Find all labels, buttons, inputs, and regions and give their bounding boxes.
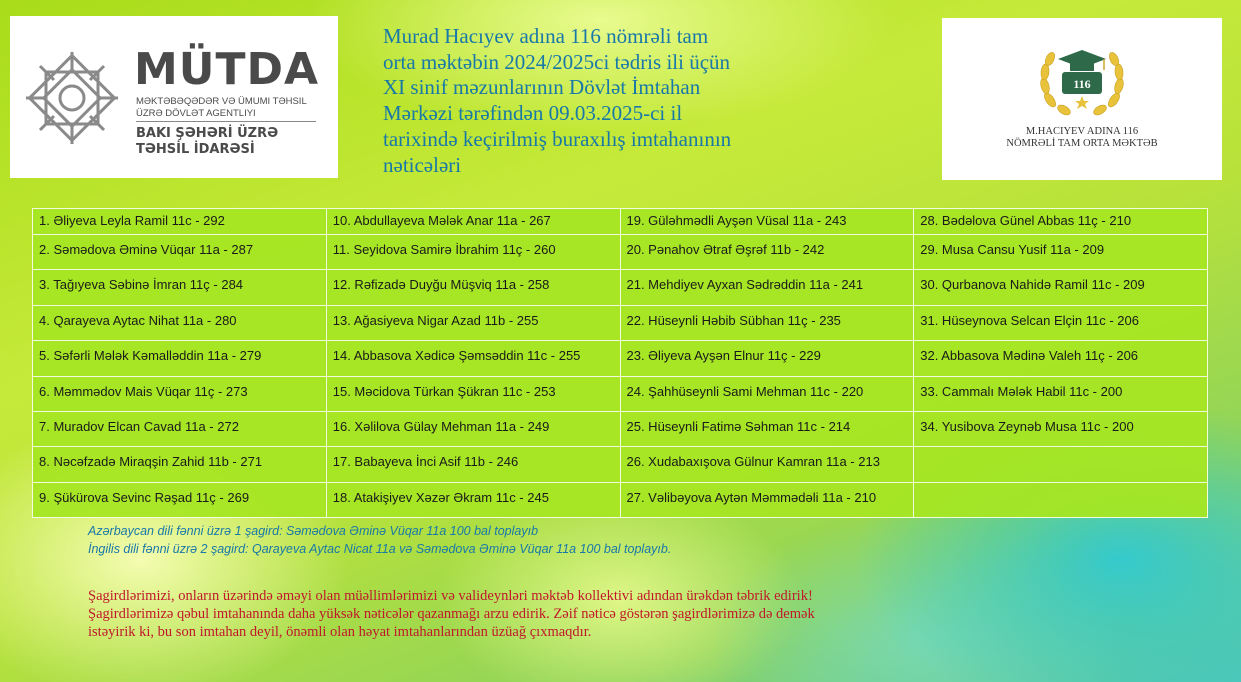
table-cell: 17. Babayeva İnci Asif 11b - 246: [326, 447, 620, 482]
table-cell: 13. Ağasiyeva Nigar Azad 11b - 255: [326, 305, 620, 340]
table-cell: 5. Səfərli Mələk Kəmalləddin 11a - 279: [33, 341, 327, 376]
results-table: [32, 208, 1208, 518]
table-cell: 11. Seyidova Samirə İbrahim 11ç - 260: [326, 235, 620, 270]
congrats-line-2: Şagirdlərimizə qəbul imtahanında daha yüksək nəticələr qazanmağı arzu edirik. Zəif nəticə göstərən şagirdlərimizə də demək: [88, 606, 815, 622]
table-cell: [914, 447, 1208, 482]
mutda-subtitle-line-1: MƏKTƏBƏQƏDƏR VƏ ÜMUMI TƏHSIL: [136, 96, 307, 107]
table-cell: 1. Əliyeva Leyla Ramil 11c - 292: [33, 209, 327, 235]
table-cell: 6. Məmmədov Mais Vüqar 11ç - 273: [33, 376, 327, 411]
school-caption-line-2: NÖMRƏLİ TAM ORTA MƏKTƏB: [1006, 138, 1158, 149]
table-row: [33, 376, 1208, 411]
note-azerbaijani: Azərbaycan dili fənni üzrə 1 şagird: Səmədova Əminə Vüqar 11a 100 bal toplayıb: [88, 524, 539, 538]
school-caption: [942, 126, 1222, 150]
table-cell: 18. Atakişiyev Xəzər Əkram 11c - 245: [326, 482, 620, 517]
note-english: İngilis dili fənni üzrə 2 şagird: Qarayeva Aytac Nicat 11a və Səmədova Əminə Vüqar 11a 100 bal toplayıb.: [88, 542, 672, 556]
mutda-city-line-2: TƏHSİL İDARƏSİ: [136, 142, 255, 157]
table-cell: 8. Nəcəfzadə Miraqşin Zahid 11b - 271: [33, 447, 327, 482]
table-cell: 32. Abbasova Mədinə Valeh 11ç - 206: [914, 341, 1208, 376]
laurel-graduation-cap-icon: [1036, 40, 1128, 124]
table-cell: 28. Bədəlova Günel Abbas 11ç - 210: [914, 209, 1208, 235]
congratulations-text: [88, 587, 1088, 641]
table-cell: 3. Tağıyeva Səbinə İmran 11ç - 284: [33, 270, 327, 305]
table-row: [33, 341, 1208, 376]
table-cell: 27. Vəlibəyova Aytən Məmmədəli 11a - 210: [620, 482, 914, 517]
school-caption-line-1: M.HACIYEV ADINA 116: [1025, 126, 1139, 137]
table-cell: 31. Hüseynova Selcan Elçin 11c - 206: [914, 305, 1208, 340]
table-cell: 14. Abbasova Xədicə Şəmsəddin 11c - 255: [326, 341, 620, 376]
title-line-1: Murad Hacıyev adına 116 nömrəli tam: [383, 24, 709, 48]
mutda-title: MÜTDA: [134, 44, 320, 95]
title-line-5: tarixində keçirilmiş buraxılış imtahanının: [383, 126, 732, 151]
mutda-logo: [10, 16, 338, 178]
table-cell: 29. Musa Cansu Yusif 11a - 209: [914, 235, 1208, 270]
table-cell: 25. Hüseynli Fatimə Səhman 11c - 214: [620, 411, 914, 446]
table-cell: 9. Şükürova Sevinc Rəşad 11ç - 269: [33, 482, 327, 517]
congrats-line-3: istəyirik ki, bu son imtahan deyil, önəmli olan həyat imtahanlarından üzüağ çıxmaqdır.: [88, 624, 592, 640]
title-line-4: Mərkəzi tərəfindən 09.03.2025-ci il: [383, 101, 683, 126]
table-cell: 22. Hüseynli Həbib Sübhan 11ç - 235: [620, 305, 914, 340]
mutda-emblem-icon: [20, 46, 124, 150]
table-cell: 2. Səmədova Əminə Vüqar 11a - 287: [33, 235, 327, 270]
title-line-2: orta məktəbin 2024/2025ci tədris ili üçün: [383, 49, 731, 74]
table-cell: [914, 482, 1208, 517]
table-cell: 7. Muradov Elcan Cavad 11a - 272: [33, 411, 327, 446]
table-row: [33, 447, 1208, 482]
table-cell: 19. Güləhmədli Ayşən Vüsal 11a - 243: [620, 209, 914, 235]
school-logo: [942, 18, 1222, 180]
mutda-city: [136, 126, 336, 158]
title-line-3: XI sinif məzunlarının Dövlət İmtahan: [383, 75, 701, 100]
table-cell: 33. Cammalı Mələk Habil 11c - 200: [914, 376, 1208, 411]
table-row: [33, 305, 1208, 340]
divider: [136, 121, 316, 122]
mutda-subtitle: [136, 96, 336, 120]
table-cell: 10. Abdullayeva Mələk Anar 11a - 267: [326, 209, 620, 235]
page-title: [383, 24, 903, 178]
title-line-6: nəticələri: [383, 152, 462, 177]
badge-number: 116: [1073, 77, 1091, 91]
table-cell: 23. Əliyeva Ayşən Elnur 11ç - 229: [620, 341, 914, 376]
table-row: [33, 411, 1208, 446]
table-row: [33, 270, 1208, 305]
table-cell: 20. Pənahov Ətraf Əşrəf 11b - 242: [620, 235, 914, 270]
table-cell: 4. Qarayeva Aytac Nihat 11a - 280: [33, 305, 327, 340]
congrats-line-1: Şagirdlərimizi, onların üzərində əməyi olan müəllimlərimizi və valideynləri məktəb kollektivi adından ürəkdən təbrik edirik!: [88, 588, 813, 604]
mutda-subtitle-line-2: ÜZRƏ DÖVLƏT AGENTLIYI: [136, 108, 256, 119]
table-cell: 34. Yusibova Zeynəb Musa 11c - 200: [914, 411, 1208, 446]
table-cell: 30. Qurbanova Nahidə Ramil 11c - 209: [914, 270, 1208, 305]
mutda-city-line-1: BAKI ŞƏHƏRİ ÜZRƏ: [136, 126, 279, 141]
table-cell: 21. Mehdiyev Ayxan Sədrəddin 11a - 241: [620, 270, 914, 305]
table-cell: 26. Xudabaxışova Gülnur Kamran 11a - 213: [620, 447, 914, 482]
table-cell: 15. Məcidova Türkan Şükran 11c - 253: [326, 376, 620, 411]
table-cell: 24. Şahhüseynli Sami Mehman 11c - 220: [620, 376, 914, 411]
table-row: [33, 209, 1208, 235]
table-row: [33, 482, 1208, 517]
table-row: [33, 235, 1208, 270]
table-cell: 16. Xəlilova Gülay Mehman 11a - 249: [326, 411, 620, 446]
table-cell: 12. Rəfizadə Duyğu Müşviq 11a - 258: [326, 270, 620, 305]
